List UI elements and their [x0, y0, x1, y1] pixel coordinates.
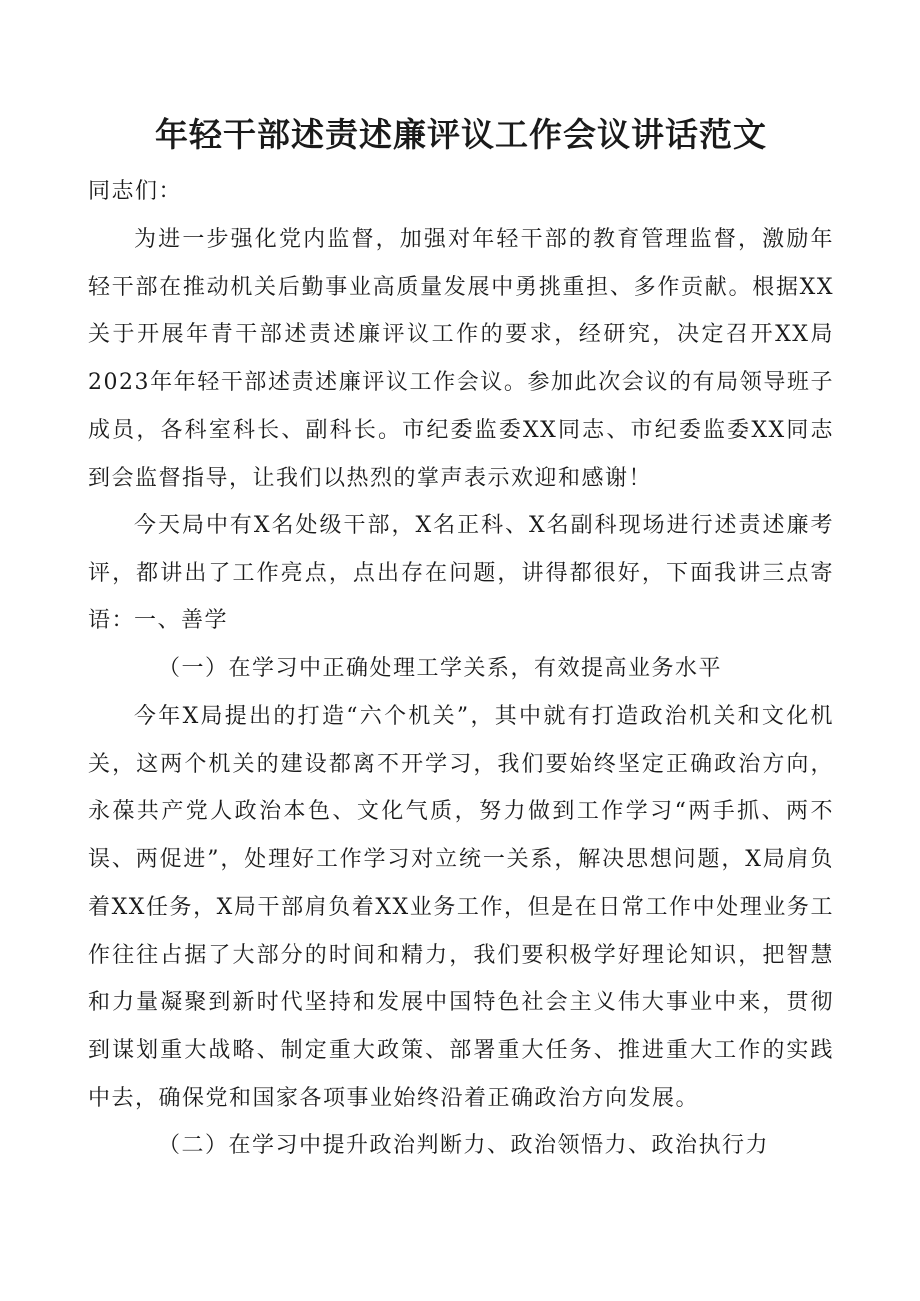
paragraph-intro: 为进一步强化党内监督，加强对年轻干部的教育管理监督，激励年轻干部在推动机关后勤事业高质量发展中勇挑重担、多作贡献。根据XX关于开展年青干部述责述廉评议工作的要求，经研究，决定召开XX局2023年年轻干部述责述廉评议工作会议。参加此次会议的有局领导班子成员，各科室科长、副科长。市纪委监委XX同志、市纪委监委XX同志到会监督指导，让我们以热烈的掌声表示欢迎和感谢！ — [88, 227, 834, 491]
section-heading-1: 一、善学 — [134, 608, 229, 633]
document-title: 年轻干部述责述廉评议工作会议讲话范文 — [155, 115, 767, 154]
salutation: 同志们： — [88, 179, 183, 204]
subsection-heading-1: （一）在学习中正确处理工学关系，有效提高业务水平 — [158, 656, 723, 681]
paragraph-overview: 今天局中有X名处级干部，X名正科、X名副科现场进行述责述廉考评，都讲出了工作亮点，点出存在问题，讲得都很好，下面我讲三点寄语： — [88, 513, 834, 634]
paragraph-study: 今年X局提出的打造“六个机关”，其中就有打造政治机关和文化机关，这两个机关的建设都离不开学习，我们要始终坚定正确政治方向，永葆共产党人政治本色、文化气质，努力做到工作学习“两手抓、两不误、两促进”，处理好工作学习对立统一关系，解决思想问题，X局肩负着XX任务，X局干部肩负着XX业务工作，但是在日常工作中处理业务工作往往占据了大部分的时间和精力，我们要积极学好理论知识，把智慧和力量凝聚到新时代坚持和发展中国特色社会主义伟大事业中来，贯彻到谋划重大战略、制定重大政策、部署重大任务、推进重大工作的实践中去，确保党和国家各项事业始终沿着正确政治方向发展。 — [88, 704, 834, 1111]
subsection-heading-2: （二）在学习中提升政治判断力、政治领悟力、政治执行力 — [158, 1133, 770, 1158]
